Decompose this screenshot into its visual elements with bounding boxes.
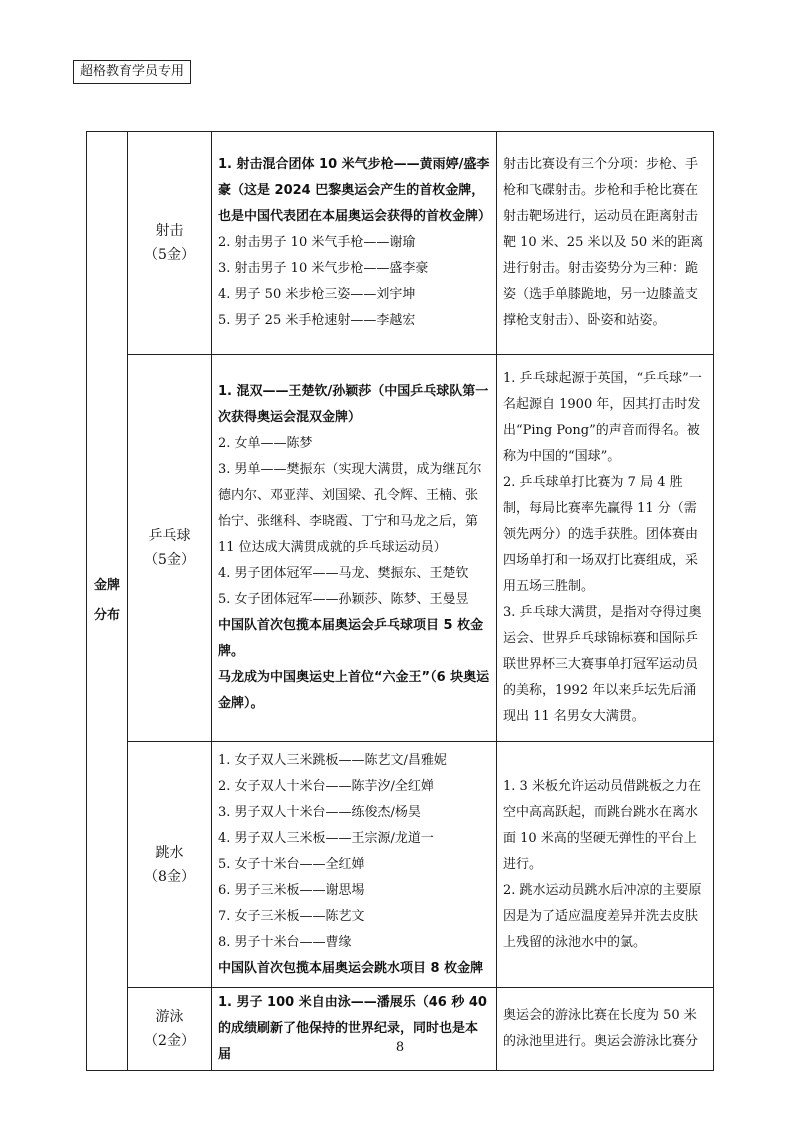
list-item: 中国队首次包揽本届奥运会跳水项目 8 枚金牌	[218, 960, 484, 976]
sport-cell	[128, 742, 212, 988]
list-item: 3. 男单——樊振东（实现大满贯，成为继瓦尔德内尔、邓亚萍、刘国梁、孔令辉、王楠、张怡宁、张继科、李晓霞、丁宁和马龙之后，第 11 位达成大满贯成就的乒乓球运动员）	[218, 462, 482, 555]
notes-cell	[497, 132, 714, 355]
sport-name: 游泳	[155, 1009, 184, 1025]
note-paragraph: 1. 3 米板允许运动员借跳板之力在空中高高跃起，而跳台跳水在离水面 10 米高的坚硬无弹性的平台上进行。	[503, 778, 701, 872]
list-item: 4. 男子双人三米板——王宗源/龙道一	[218, 830, 434, 846]
medal-list-cell	[212, 355, 497, 742]
page-number: 8	[395, 1040, 405, 1055]
note-paragraph: 1. 乒乓球起源于英国，“乒乓球”一名起源自 1900 年，因其打击时发出“Ping Pong”的声音而得名。被称为中国的“国球”。	[503, 371, 702, 464]
sport-name: 射击	[155, 223, 184, 239]
list-item: 5. 女子团体冠军——孙颖莎、陈梦、王曼昱	[218, 592, 469, 607]
list-item: 4. 男子团体冠军——马龙、樊振东、王楚钦	[218, 566, 469, 581]
note-paragraph: 2. 跳水运动员跳水后冲凉的主要原因是为了适应温度差异并洗去皮肤上残留的泳池水中的氯。	[503, 882, 702, 950]
medal-list-cell	[212, 132, 497, 355]
list-item: 中国队首次包揽本届奥运会乒乓球项目 5 枚金牌。	[218, 618, 484, 659]
list-item: 8. 男子十米台——曹缘	[218, 934, 352, 950]
sport-cell	[128, 355, 212, 742]
list-item: 1. 女子双人三米跳板——陈艺文/昌雅妮	[218, 752, 447, 768]
table-row	[87, 988, 714, 1071]
list-item: 4. 男子 50 米步枪三姿——刘宇坤	[218, 287, 416, 302]
list-item: 5. 女子十米台——全红婵	[218, 856, 365, 872]
table-row	[87, 132, 714, 355]
list-item: 1. 射击混合团体 10 米气步枪——黄雨婷/盛李豪（这是 2024 巴黎奥运会产生的首枚金牌，也是中国代表团在本届奥运会获得的首枚金牌）	[218, 157, 492, 224]
sport-gold-count: （2金）	[144, 1033, 195, 1049]
list-item: 2. 射击男子 10 米气手枪——谢瑜	[218, 235, 416, 250]
list-item: 1. 男子 100 米自由泳——潘展乐（46 秒 40 的成绩刷新了他保持的世界纪录，同时也是本届	[218, 995, 487, 1062]
medal-list-cell	[212, 742, 497, 988]
notes-cell	[497, 988, 714, 1071]
category-line-2: 分布	[93, 608, 120, 623]
list-item: 2. 女子双人十米台——陈芋汐/全红婵	[218, 778, 434, 794]
list-item: 7. 女子三米板——陈艺文	[218, 908, 365, 924]
note-paragraph: 2. 乒乓球单打比赛为 7 局 4 胜制，每局比赛率先赢得 11 分（需领先两分）的选手获胜。团体赛由四场单打和一场双打比赛组成，采用五场三胜制。	[503, 475, 699, 594]
list-item: 3. 射击男子 10 米气步枪——盛李豪	[218, 261, 429, 276]
sport-name: 乒乓球	[148, 528, 191, 544]
note-paragraph: 奥运会的游泳比赛在长度为 50 米的泳池里进行。奥运会游泳比赛分	[503, 1008, 699, 1049]
list-item: 5. 男子 25 米手枪速射——李越宏	[218, 313, 416, 328]
list-item: 马龙成为中国奥运史上首位“六金王”（6 块奥运金牌）。	[218, 670, 490, 711]
table-row	[87, 742, 714, 988]
category-line-1: 金牌	[93, 578, 120, 593]
list-item: 1. 混双——王楚钦/孙颖莎（中国乒乓球队第一次获得奥运会混双金牌）	[218, 384, 489, 425]
list-item: 3. 男子双人十米台——练俊杰/杨昊	[218, 804, 421, 820]
list-item: 6. 男子三米板——谢思埸	[218, 882, 365, 898]
sport-cell	[128, 132, 212, 355]
sport-name: 跳水	[155, 844, 184, 861]
table-row	[87, 355, 714, 742]
header-label: 超格教育学员专用	[73, 60, 191, 84]
category-cell	[87, 132, 128, 1071]
sport-gold-count: （5金）	[144, 552, 195, 568]
list-item: 2. 女单——陈梦	[218, 436, 313, 451]
note-paragraph: 射击比赛设有三个分项：步枪、手枪和飞碟射击。步枪和手枪比赛在射击靶场进行，运动员在距离射击靶 10 米、25 米以及 50 米的距离进行射击。射击姿势分为三种：跪姿（选手单膝跪地，另一边膝盖支撑枪支射击）、卧姿和站姿。	[503, 157, 704, 328]
notes-cell	[497, 742, 714, 988]
sport-cell	[128, 988, 212, 1071]
note-paragraph: 3. 乒乓球大满贯，是指对夺得过奥运会、世界乒乓球锦标赛和国际乒联世界杯三大赛事单打冠军运动员的美称，1992 年以来乒坛先后涌现出 11 名男女大满贯。	[503, 605, 702, 724]
notes-cell	[497, 355, 714, 742]
medal-list-cell	[212, 988, 497, 1071]
gold-medal-table	[86, 131, 714, 1071]
sport-gold-count: （8金）	[144, 868, 195, 885]
sport-gold-count: （5金）	[144, 247, 195, 263]
